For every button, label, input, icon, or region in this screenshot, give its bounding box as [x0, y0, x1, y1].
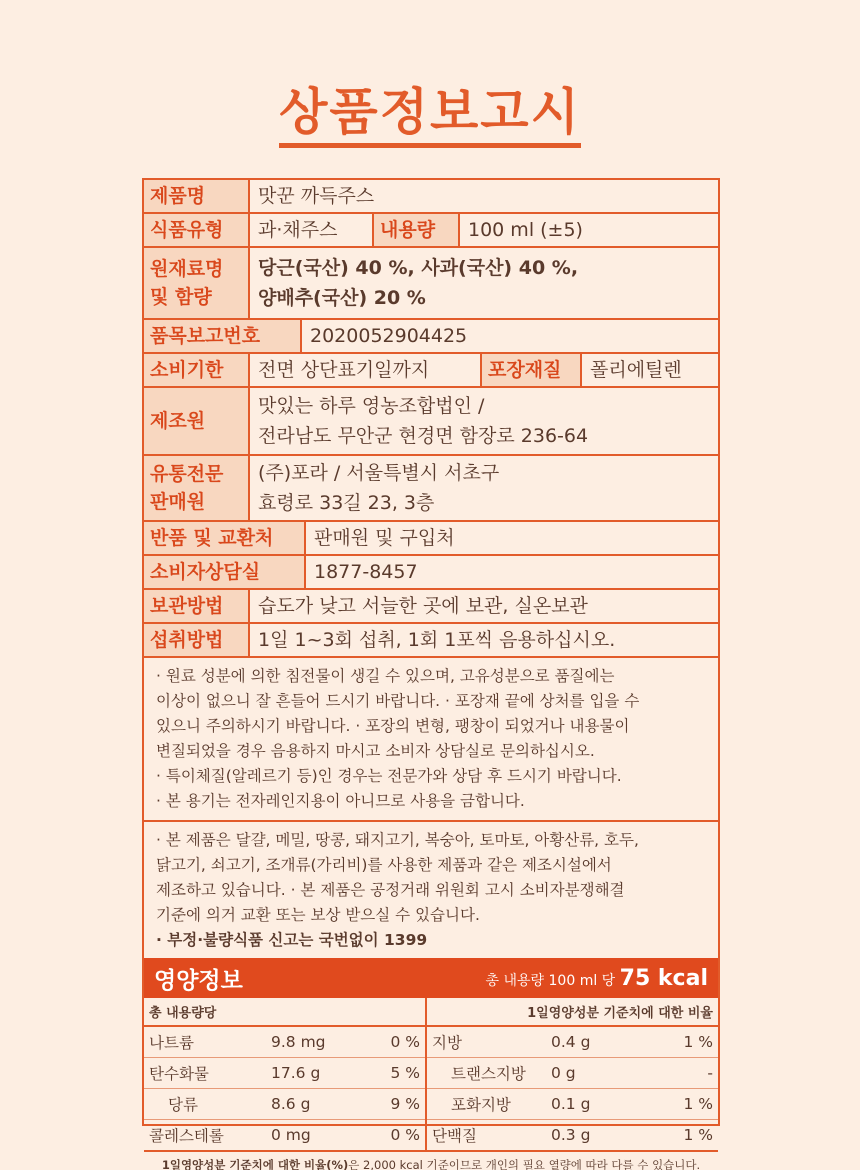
footnote-bold: 1일영양성분 기준치에 대한 비율(%) — [161, 1158, 349, 1170]
nutrient-percent: 1 % — [636, 1088, 718, 1119]
caution-line: · 본 용기는 전자레인지용이 아니므로 사용을 금합니다. — [156, 792, 525, 810]
nutrient-amount: 0 g — [546, 1057, 636, 1088]
value-volume: 100 ml (±5) — [468, 219, 583, 241]
value-manufacturer-2: 전라남도 무안군 현경면 함장로 236-64 — [258, 425, 589, 447]
nutrition-table-header — [144, 998, 718, 1026]
label-consumer-center: 소비자상담실 — [144, 556, 306, 588]
value-product-name: 맛꾼 까득주스 — [258, 185, 375, 207]
nutrient-percent: 1 % — [636, 1026, 718, 1057]
row-food-type — [144, 214, 718, 248]
nutrition-row — [144, 1026, 718, 1057]
product-info-card — [142, 178, 720, 1170]
nutrition-row — [144, 1088, 718, 1119]
value-manufacturer — [250, 388, 596, 454]
label-expiry: 소비기한 — [144, 354, 250, 386]
caution-line: · 원료 성분에 의한 침전물이 생길 수 있으며, 고유성분으로 품질에는 — [156, 667, 615, 685]
row-distributor — [144, 456, 718, 522]
allergen-notes — [144, 822, 718, 958]
nutrient-amount: 0.4 g — [546, 1026, 636, 1057]
nutrient-name: 단백질 — [426, 1119, 546, 1150]
row-ingredients — [144, 248, 718, 320]
value-ingredients-2: 양배추(국산) 20 % — [258, 287, 426, 309]
value-packaging: 폴리에틸렌 — [590, 359, 682, 381]
row-expiry — [144, 354, 718, 388]
label-packaging: 포장재질 — [482, 354, 582, 386]
label-food-type: 식품유형 — [144, 214, 250, 246]
value-intake: 1일 1~3회 섭취, 1회 1포씩 음용하십시오. — [258, 629, 616, 651]
page-title: 상품정보고시 — [0, 72, 860, 142]
label-storage: 보관방법 — [144, 590, 250, 622]
nutrient-amount: 17.6 g — [266, 1057, 366, 1088]
nutrition-header — [144, 958, 718, 998]
label-ingredients-1: 원재료명 — [150, 258, 224, 280]
nutrient-percent: 0 % — [390, 1125, 420, 1144]
row-intake — [144, 624, 718, 658]
nutrient-amount: 0 mg — [271, 1125, 311, 1144]
row-storage — [144, 590, 718, 624]
value-manufacturer-1: 맛있는 하루 영농조합법인 / — [258, 395, 485, 417]
allergen-line: 닭고기, 쇠고기, 조개류(가리비)를 사용한 제품과 같은 제조시설에서 — [156, 856, 612, 874]
nutrition-kcal: 75 kcal — [619, 965, 708, 991]
nutrient-percent: 5 % — [366, 1057, 426, 1088]
value-returns: 판매원 및 구입처 — [314, 527, 455, 549]
col-right-header: 1일영양성분 기준치에 대한 비율 — [426, 998, 718, 1026]
label-distributor — [144, 456, 250, 520]
value-distributor — [250, 456, 507, 520]
nutrient-name: 탄수화물 — [144, 1057, 266, 1088]
col-left-header: 총 내용량당 — [144, 998, 426, 1026]
value-distributor-2: 효령로 33길 23, 3층 — [258, 492, 435, 514]
caution-line: · 특이체질(알레르기 등)인 경우는 전문가와 상담 후 드시기 바랍니다. — [156, 767, 622, 785]
label-volume: 내용량 — [374, 214, 460, 246]
report-hotline: · 부정·불량식품 신고는 국번없이 1399 — [156, 931, 428, 949]
nutrient-amount: 9.8 mg — [266, 1026, 366, 1057]
nutrient-name: 포화지방 — [426, 1088, 546, 1119]
label-ingredients — [144, 248, 250, 318]
value-ingredients — [250, 248, 586, 318]
row-returns — [144, 522, 718, 556]
caution-line: 이상이 없으니 잘 흔들어 드시기 바랍니다. · 포장재 끝에 상처를 입을 수 — [156, 692, 640, 710]
nutrient-amount: 0.3 g — [551, 1125, 591, 1144]
label-distributor-2: 판매원 — [150, 491, 206, 513]
nutrition-row — [144, 1119, 718, 1150]
nutrient-name: 나트륨 — [144, 1026, 266, 1057]
label-report-no: 품목보고번호 — [144, 320, 302, 352]
allergen-line: · 본 제품은 달걀, 메밀, 땅콩, 돼지고기, 복숭아, 토마토, 아황산류, 호두, — [156, 831, 639, 849]
nutrient-amount: 8.6 g — [266, 1088, 366, 1119]
nutrient-name: 지방 — [426, 1026, 546, 1057]
label-ingredients-2: 및 함량 — [150, 286, 212, 308]
nutrient-percent: - — [636, 1057, 718, 1088]
nutrition-table — [144, 998, 718, 1150]
nutrient-percent: 9 % — [366, 1088, 426, 1119]
nutrient-percent: 1 % — [683, 1125, 713, 1144]
value-report-no: 2020052904425 — [310, 325, 468, 347]
caution-notes — [144, 658, 718, 822]
nutrition-total — [486, 966, 708, 991]
nutrition-title: 영양정보 — [154, 967, 243, 994]
value-consumer-center: 1877-8457 — [314, 561, 418, 583]
label-product-name: 제품명 — [144, 180, 250, 212]
nutrient-name: 당류 — [144, 1088, 266, 1119]
nutrition-footnote — [144, 1150, 718, 1170]
row-report-no — [144, 320, 718, 354]
value-expiry: 전면 상단표기일까지 — [250, 354, 482, 386]
label-distributor-1: 유통전문 — [150, 463, 224, 485]
caution-line: 변질되었을 경우 음용하지 마시고 소비자 상담실로 문의하십시오. — [156, 742, 595, 760]
row-product-name — [144, 180, 718, 214]
row-manufacturer — [144, 388, 718, 456]
allergen-line: 제조하고 있습니다. · 본 제품은 공정거래 위원회 고시 소비자분쟁해결 — [156, 881, 625, 899]
caution-line: 있으니 주의하시기 바랍니다. · 포장의 변형, 팽창이 되었거나 내용물이 — [156, 717, 630, 735]
value-storage: 습도가 낮고 서늘한 곳에 보관, 실온보관 — [258, 595, 588, 617]
label-intake: 섭취방법 — [144, 624, 250, 656]
row-consumer-center — [144, 556, 718, 590]
label-manufacturer: 제조원 — [144, 388, 250, 454]
footnote-text: 은 2,000 kcal 기준이므로 개인의 필요 열량에 따라 다를 수 있습니다. — [348, 1158, 701, 1170]
nutrient-name: 트랜스지방 — [426, 1057, 546, 1088]
value-food-type: 과·채주스 — [250, 214, 374, 246]
value-ingredients-1: 당근(국산) 40 %, 사과(국산) 40 %, — [258, 257, 579, 279]
nutrient-name: 콜레스테롤 — [149, 1126, 224, 1145]
label-returns: 반품 및 교환처 — [144, 522, 306, 554]
value-distributor-1: (주)포라 / 서울특별시 서초구 — [258, 462, 500, 484]
allergen-line: 기준에 의거 교환 또는 보상 받으실 수 있습니다. — [156, 906, 480, 924]
nutrient-amount: 0.1 g — [546, 1088, 636, 1119]
nutrition-total-prefix: 총 내용량 100 ml 당 — [485, 972, 616, 989]
nutrient-percent: 0 % — [366, 1026, 426, 1057]
nutrition-row — [144, 1057, 718, 1088]
